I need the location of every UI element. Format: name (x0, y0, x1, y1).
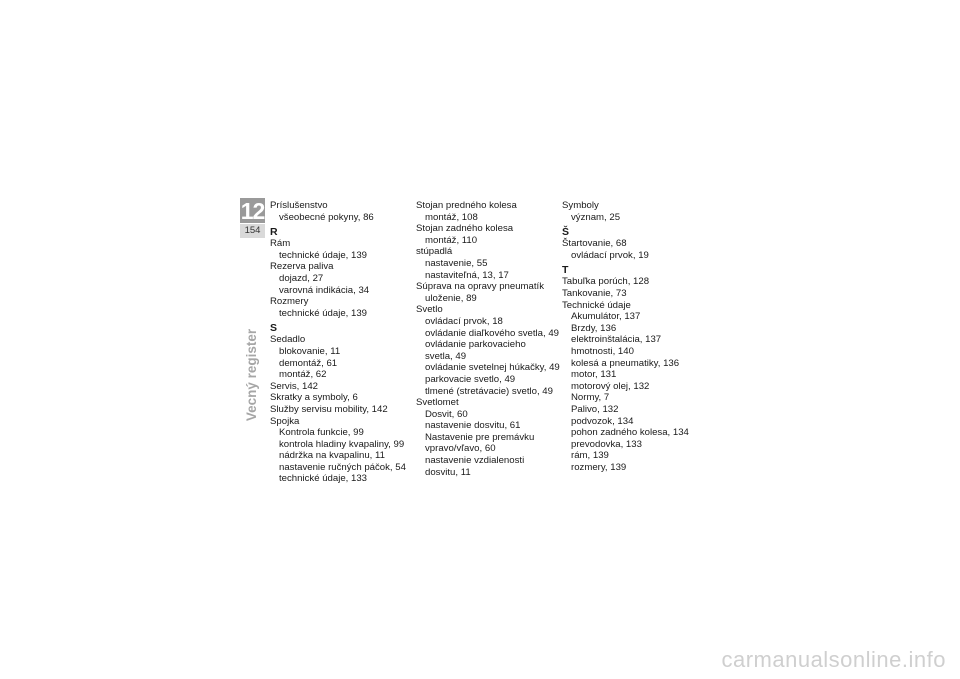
index-column-2 (416, 200, 564, 478)
index-letter: T (562, 264, 569, 277)
index-entry: stúpadlá (416, 246, 453, 258)
index-subentry: nastaviteľná, 13, 17 (425, 269, 509, 281)
index-subentry: nastavenie vzdialenosti (425, 455, 525, 467)
index-subentry: Normy, 7 (571, 392, 610, 404)
index-subentry: význam, 25 (571, 211, 621, 223)
index-letter: Š (562, 226, 570, 239)
index-entry: Rezerva paliva (270, 261, 334, 273)
index-entry: Stojan zadného kolesa (416, 223, 514, 235)
index-entry: Služby servisu mobility, 142 (270, 403, 388, 415)
index-subentry: demontáž, 61 (279, 357, 338, 369)
index-subentry: technické údaje, 139 (279, 249, 368, 261)
index-subentry: motorový olej, 132 (571, 380, 650, 392)
index-subentry: Kontrola funkcie, 99 (279, 427, 364, 439)
index-subentry: ovládací prvok, 18 (425, 315, 503, 327)
index-subentry: tlmené (stretávacie) svetlo, 49 (425, 385, 553, 397)
index-subentry: ovládací prvok, 19 (571, 249, 649, 261)
index-subentry: Dosvit, 60 (425, 408, 468, 420)
index-entry: Stojan predného kolesa (416, 200, 517, 211)
index-subentry: Palivo, 132 (571, 403, 619, 415)
chapter-number: 12 (240, 198, 265, 224)
index-subentry: kolesá a pneumatiky, 136 (571, 357, 680, 369)
index-subentry: Nastavenie pre premávku (425, 431, 535, 443)
index-entry: Rozmery (270, 296, 309, 308)
index-column-1 (270, 200, 418, 485)
index-entry: Príslušenstvo (270, 200, 328, 211)
index-subentry: dojazd, 27 (279, 272, 324, 284)
index-entry: Sedadlo (270, 334, 306, 346)
index-subentry: pohon zadného kolesa, 134 (571, 427, 689, 439)
index-subentry: podvozok, 134 (571, 415, 634, 427)
index-entry: Spojka (270, 415, 300, 427)
index-subentry: motor, 131 (571, 369, 617, 381)
index-entry: Svetlomet (416, 397, 459, 409)
index-entry: Štartovanie, 68 (562, 238, 627, 250)
watermark: carmanualsonline.info (721, 647, 946, 672)
chapter-title (242, 328, 262, 422)
index-subentry: nastavenie ručných páčok, 54 (279, 461, 406, 473)
index-subentry: hmotnosti, 140 (571, 345, 634, 357)
index-subentry: nastavenie, 55 (425, 257, 488, 269)
index-subentry: varovná indikácia, 34 (279, 284, 370, 296)
index-subentry: dosvitu, 11 (425, 466, 471, 478)
index-subentry: montáž, 110 (425, 234, 478, 246)
chapter-marker (240, 198, 265, 238)
index-entry: Súprava na opravy pneumatík (416, 281, 544, 293)
index-subentry: ovládanie svetelnej húkačky, 49 (425, 362, 560, 374)
page-number: 154 (240, 224, 265, 238)
index-entry: Skratky a symboly, 6 (270, 392, 358, 404)
index-subentry: rám, 139 (571, 450, 609, 462)
index-entry: Rám (270, 238, 291, 250)
index-subentry: prevodovka, 133 (571, 438, 642, 450)
index-subentry: blokovanie, 11 (279, 345, 341, 357)
index-letter: S (270, 322, 278, 335)
index-subentry: montáž, 108 (425, 211, 478, 223)
index-subentry: nastavenie dosvitu, 61 (425, 420, 521, 432)
index-subentry: montáž, 62 (279, 369, 327, 381)
index-entry: Svetlo (416, 304, 443, 316)
index-subentry: ovládanie parkovacieho (425, 339, 526, 351)
index-subentry: kontrola hladiny kvapaliny, 99 (279, 438, 405, 450)
index-letter: R (270, 226, 278, 239)
index-column-3 (562, 200, 710, 473)
index-subentry: technické údaje, 139 (279, 307, 368, 319)
index-entry: Tabuľka porúch, 128 (562, 276, 650, 288)
index-subentry: nádržka na kvapalinu, 11 (279, 450, 385, 462)
chapter-title-text: Vecný register (244, 328, 259, 422)
index-subentry: svetla, 49 (425, 350, 467, 362)
index-subentry: Brzdy, 136 (571, 322, 617, 334)
index-subentry: parkovacie svetlo, 49 (425, 373, 516, 385)
index-subentry: elektroinštalácia, 137 (571, 334, 662, 346)
index-entry: Technické údaje (562, 299, 631, 311)
index-subentry: vpravo/vľavo, 60 (425, 443, 496, 455)
index-subentry: technické údaje, 133 (279, 473, 368, 485)
index-subentry: rozmery, 139 (571, 461, 627, 473)
index-entry: Tankovanie, 73 (562, 287, 627, 299)
index-subentry: všeobecné pokyny, 86 (279, 211, 374, 223)
index-subentry: uloženie, 89 (425, 292, 477, 304)
index-entry: Servis, 142 (270, 380, 318, 392)
index-entry: Symboly (562, 200, 599, 211)
index-subentry: ovládanie diaľkového svetla, 49 (425, 327, 560, 339)
index-subentry: Akumulátor, 137 (571, 311, 641, 323)
